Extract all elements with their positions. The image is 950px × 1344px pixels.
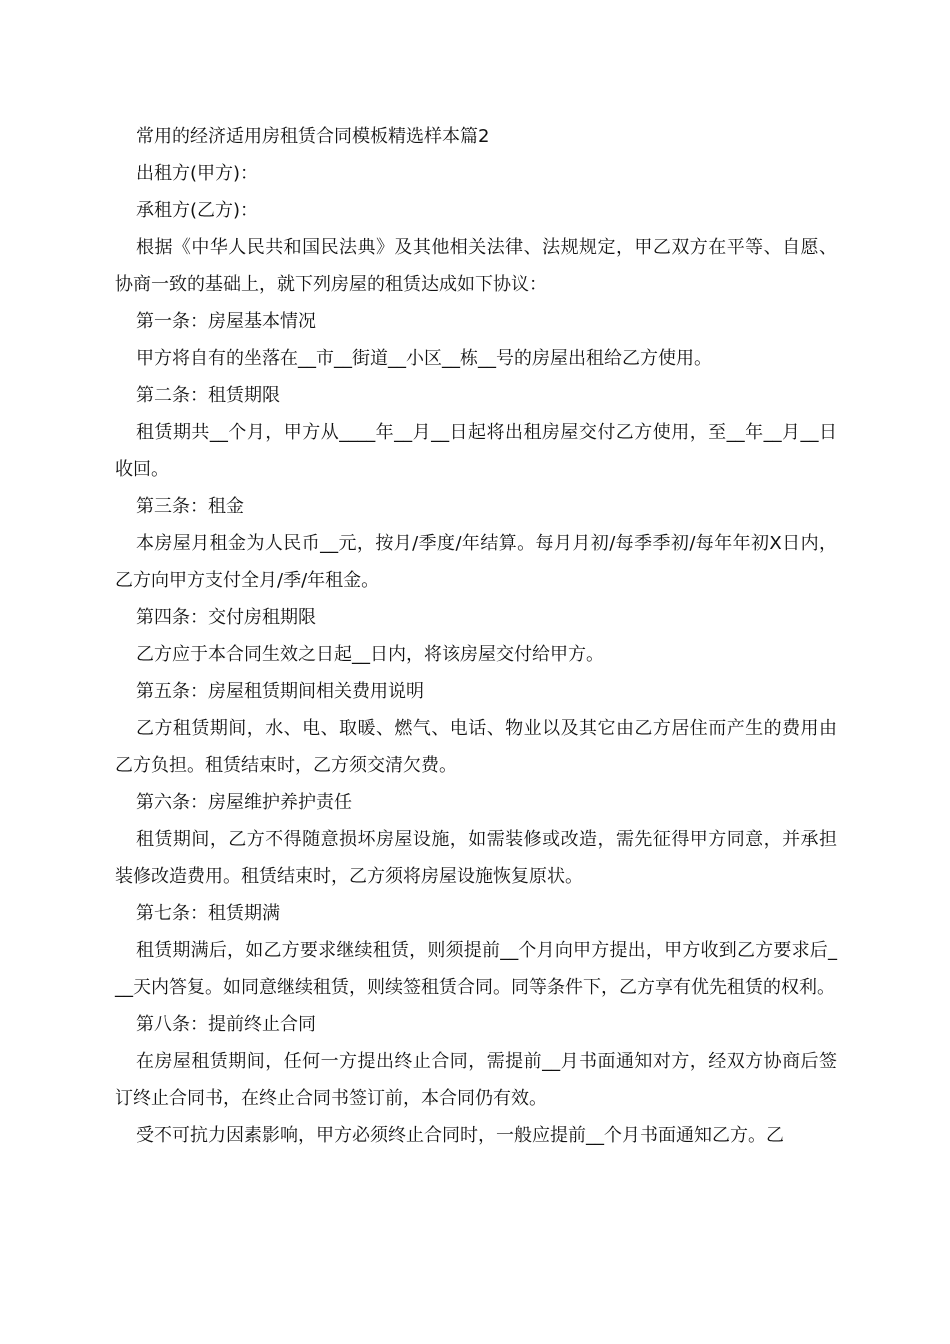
section-body: 租赁期间，乙方不得随意损坏房屋设施，如需装修或改造，需先征得甲方同意，并承担装修改造费用。租赁结束时，乙方须将房屋设施恢复原状。 xyxy=(115,829,837,887)
section-body: 在房屋租赁期间，任何一方提出终止合同，需提前__月书面通知对方，经双方协商后签订终止合同书，在终止合同书签订前，本合同仍有效。 xyxy=(115,1051,837,1109)
section-body: 乙方应于本合同生效之日起__日内，将该房屋交付给甲方。 xyxy=(136,644,604,665)
section-body: 受不可抗力因素影响，甲方必须终止合同时，一般应提前__个月书面通知乙方。乙 xyxy=(136,1125,784,1146)
section-body: 租赁期满后，如乙方要求继续租赁，则须提前__个月向甲方提出，甲方收到乙方要求后___天内答复。如同意继续租赁，则续签租赁合同。同等条件下，乙方享有优先租赁的权利。 xyxy=(115,940,837,998)
document-title: 常用的经济适用房租赁合同模板精选样本篇2 xyxy=(136,126,490,147)
section-body: 本房屋月租金为人民币__元，按月/季度/年结算。每月月初/每季季初/每年年初X日内，乙方向甲方支付全月/季/年租金。 xyxy=(115,533,837,591)
section-heading: 第一条：房屋基本情况 xyxy=(136,311,316,332)
section-heading: 第七条：租赁期满 xyxy=(136,903,280,924)
section-heading: 第二条：租赁期限 xyxy=(136,385,280,406)
section-body: 租赁期共__个月，甲方从____年__月__日起将出租房屋交付乙方使用，至__年__月__日收回。 xyxy=(115,422,837,480)
contract-document xyxy=(115,118,837,1154)
intro-paragraph: 根据《中华人民共和国民法典》及其他相关法律、法规规定，甲乙双方在平等、自愿、协商一致的基础上，就下列房屋的租赁达成如下协议： xyxy=(115,237,837,295)
section-heading: 第五条：房屋租赁期间相关费用说明 xyxy=(136,681,424,702)
section-heading: 第四条：交付房租期限 xyxy=(136,607,316,628)
section-body: 乙方租赁期间，水、电、取暖、燃气、电话、物业以及其它由乙方居住而产生的费用由乙方负担。租赁结束时，乙方须交清欠费。 xyxy=(115,718,837,776)
section-heading: 第八条：提前终止合同 xyxy=(136,1014,316,1035)
lessee-line: 承租方(乙方)： xyxy=(136,200,259,221)
section-heading: 第三条：租金 xyxy=(136,496,244,517)
section-body: 甲方将自有的坐落在__市__街道__小区__栋__号的房屋出租给乙方使用。 xyxy=(136,348,712,369)
lessor-line: 出租方(甲方)： xyxy=(136,163,259,184)
section-heading: 第六条：房屋维护养护责任 xyxy=(136,792,352,813)
